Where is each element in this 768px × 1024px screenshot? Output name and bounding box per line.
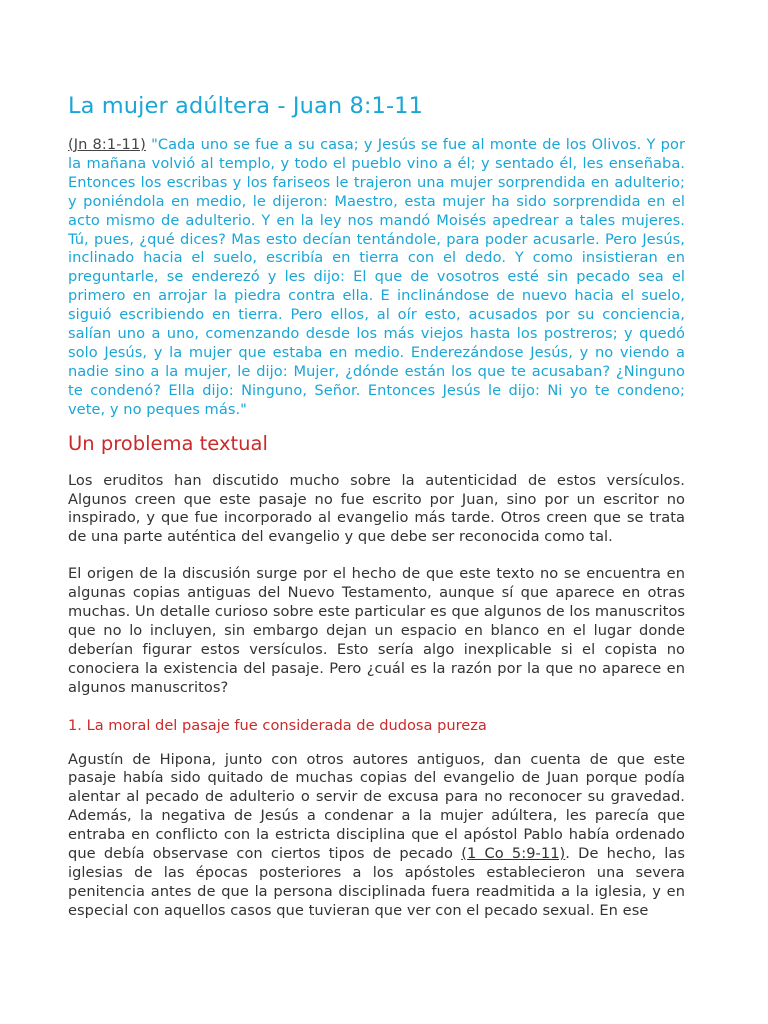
paragraph-text-after-ref: . De hecho, las iglesias de las épocas posteriores a los apóstoles establecieron una severa penitencia antes de que la persona disciplinada fuera readmitida a la iglesia, y en especial con aquellos casos que tuvieran que ver con el pecado sexual. En ese	[68, 845, 685, 919]
section-heading: Un problema textual	[68, 431, 268, 455]
scripture-reference-link[interactable]: (Jn 8:1-11)	[68, 136, 146, 153]
body-paragraph: Los eruditos han discutido mucho sobre la autenticidad de estos versículos. Algunos creen que este pasaje no fue escrito por Juan, sino por un escritor no inspirado, y que fue incorporado al evangelio más tarde. Otros creen que se trata de una parte auténtica del evangelio y que debe ser reconocida como tal.	[68, 471, 685, 546]
subsection-heading: 1. La moral del pasaje fue considerada de dudosa pureza	[68, 716, 487, 734]
document-page	[68, 90, 685, 939]
paragraph-text-before-ref: Agustín de Hipona, junto con otros autores antiguos, dan cuenta de que este pasaje había sido quitado de muchas copias del evangelio de Juan porque podía alentar al pecado de adulterio o servir de excusa para no reconocer su gravedad. Además, la negativa de Jesús a condenar a la mujer adúltera, les parecía que entraba en conflicto con la estricta disciplina que el apóstol Pablo había ordenado que debía observase con ciertos tipos de pecado	[68, 750, 685, 863]
bible-reference-link[interactable]: (1 Co 5:9-11)	[461, 845, 566, 863]
body-paragraph: El origen de la discusión surge por el hecho de que este texto no se encuentra en algunas copias antiguas del Nuevo Testamento, aunque sí que aparece en otras muchas. Un detalle curioso sobre este particular es que algunos de los manuscritos que no lo incluyen, sin embargo dejan un espacio en blanco en el lugar donde deberían figurar estos versículos. Esto sería algo inexplicable si el copista no conociera la existencia del pasaje. Pero ¿cuál es la razón por la que no aparece en algunos manuscritos?	[68, 565, 685, 696]
page-title: La mujer adúltera - Juan 8:1-11	[68, 93, 424, 119]
scripture-text: "Cada uno se fue a su casa; y Jesús se fue al monte de los Olivos. Y por la mañana volvió al templo, y todo el pueblo vino a él; y sentado él, les enseñaba. Entonces los escribas y los fariseos le trajeron una mujer sorprendida en adulterio; y poniéndola en medio, le dijeron: Maestro, esta mujer ha sido sorprendida en el acto mismo de adulterio. Y en la ley nos mandó Moisés apedrear a tales mujeres. Tú, pues, ¿qué dices? Mas esto decían tentándole, para poder acusarle. Pero Jesús, inclinado hacia el suelo, escribía en tierra con el dedo. Y como insistieran en preguntarle, se enderezó y les dijo: El que de vosotros esté sin pecado sea el primero en arrojar la piedra contra ella. E inclinándose de nuevo hacia el suelo, siguió escribiendo en tierra. Pero ellos, al oír esto, acusados por su conciencia, salían uno a uno, comenzando desde los más viejos hasta los postreros; y quedó solo Jesús, y la mujer que estaba en medio. Enderezándose Jesús, y no viendo a nadie sino a la mujer, le dijo: Mujer, ¿dónde están los que te acusaban? ¿Ninguno te condenó? Ella dijo: Ninguno, Señor. Entonces Jesús le dijo: Ni yo te condeno; vete, y no peques más."	[68, 136, 686, 418]
scripture-quote	[68, 136, 685, 420]
body-paragraph	[68, 751, 685, 921]
